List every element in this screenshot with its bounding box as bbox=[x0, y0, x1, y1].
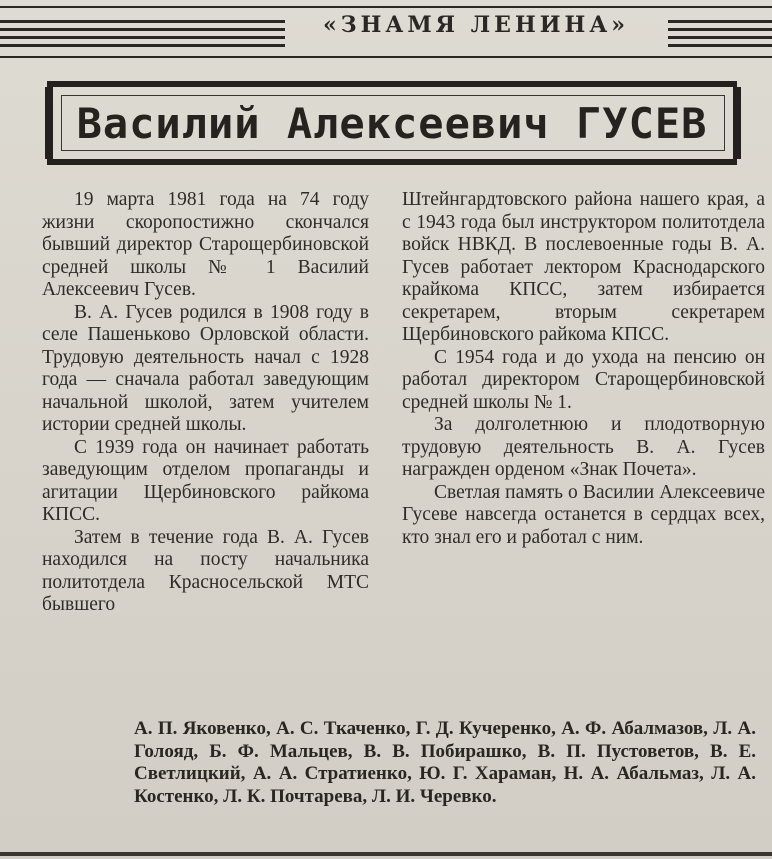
masthead-rule-right bbox=[668, 44, 772, 47]
paragraph: С 1939 года он начинает работать заведующим отделом пропаганды и агитации Щербиновского райкома КПСС. bbox=[42, 436, 369, 525]
masthead-rule-right bbox=[668, 20, 772, 23]
masthead-bar bbox=[0, 0, 772, 58]
masthead-rule-left bbox=[0, 20, 285, 23]
paragraph: За долголетнюю и плодотворную трудовую деятельность В. А. Гусев награжден орденом «Знак Почета». bbox=[402, 414, 765, 480]
paragraph: Штейнгардтовского района нашего края, а с 1943 года был инструктором политотдела войск НВКД. В послевоенные годы В. А. Гусев работает лектором Краснодарского крайкома КПСС, затем избирается секретарем, вторым секретарем Щербиновского райкома КПСС. bbox=[402, 189, 765, 345]
bottom-rule bbox=[0, 852, 772, 856]
obituary-title: Василий Алексеевич ГУСЕВ bbox=[76, 99, 708, 148]
masthead-title: «ЗНАМЯ ЛЕНИНА» bbox=[323, 12, 629, 38]
signatories: А. П. Яковенко, А. С. Ткаченко, Г. Д. Кучеренко, А. Ф. Абалмазов, Л. А. Голояд, Б. Ф. Мальцев, В. В. Побирашко, В. П. Пустоветов, В. Е. Светлицкий, А. А. Стратиенко, Ю. Г. Хараман, Н. А. Абальмаз, Л. А. Костенко, Л. К. Почтарева, Л. И. Черевко. bbox=[134, 718, 756, 807]
top-rule bbox=[0, 6, 772, 8]
masthead-rule-left bbox=[0, 44, 285, 47]
masthead-rule-right bbox=[668, 28, 772, 31]
obituary-title-frame bbox=[47, 81, 737, 165]
paragraph: 19 марта 1981 года на 74 году жизни скоропостижно скончался бывший директор Старощербиновской средней школы № 1 Василий Алексеевич Гусев. bbox=[42, 189, 369, 300]
masthead-rule-left bbox=[0, 36, 285, 39]
article-column-right bbox=[402, 189, 765, 549]
article-column-left bbox=[42, 189, 369, 617]
paragraph: С 1954 года и до ухода на пенсию он работал директором Старощербиновской средней школы № 1. bbox=[402, 346, 765, 413]
masthead-underline bbox=[0, 56, 772, 58]
paragraph: Затем в течение года В. А. Гусев находился на посту начальника политотдела Красносельской МТС бывшего bbox=[42, 526, 369, 615]
paragraph: В. А. Гусев родился в 1908 году в селе Пашеньково Орловской области. Трудовую деятельность начал с 1928 года — сначала работал заведующим начальной школой, затем учителем истории средней школы. bbox=[42, 301, 369, 435]
paragraph: Светлая память о Василии Алексеевиче Гусеве навсегда останется в сердцах всех, кто знал его и работал с ним. bbox=[402, 481, 765, 548]
masthead-rule-right bbox=[668, 36, 772, 39]
masthead-rule-left bbox=[0, 28, 285, 31]
